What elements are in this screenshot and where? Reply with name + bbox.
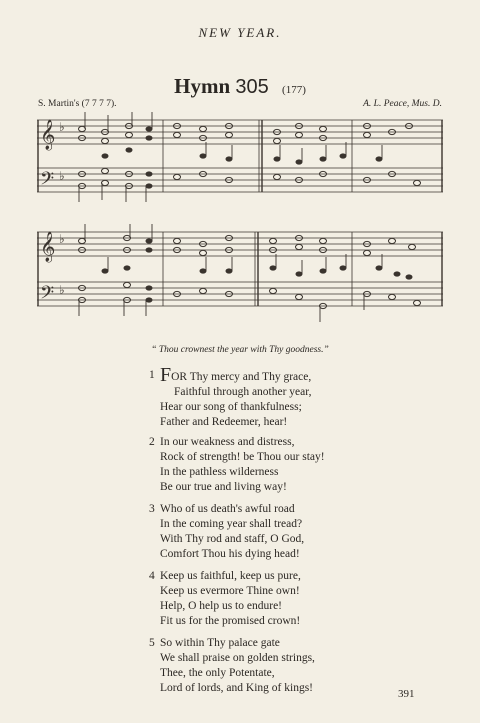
svg-text:𝄢: 𝄢 [40, 283, 55, 308]
verse-line-text [160, 364, 312, 386]
epigraph: “ Thou crownest the year with Thy goodness.” [151, 345, 329, 355]
verse-line: Keep us evermore Thine own! [160, 585, 300, 597]
verse-number: 1 [149, 369, 155, 381]
svg-text:♭: ♭ [59, 232, 65, 246]
verse-line: In our weakness and distress, [160, 436, 295, 448]
verse-4 [150, 569, 301, 629]
hymn-number: 305 [235, 76, 269, 98]
verse-1 [149, 364, 312, 430]
verse-line: In the pathless wilderness [160, 466, 279, 478]
music-notation-2 [37, 224, 443, 332]
verse-number: 3 [149, 503, 155, 515]
verse-line: Help, O help us to endure! [160, 600, 282, 612]
composer: A. L. Peace, Mus. D. [363, 99, 442, 109]
verse-line-rest: OR Thy mercy and Thy grace, [171, 371, 312, 383]
music-system-1 [37, 112, 443, 204]
verse-number: 5 [149, 637, 155, 649]
hymn-alt-number: (177) [282, 84, 306, 96]
verse-line: Be our true and living way! [160, 481, 287, 493]
verse-line: Lord of lords, and King of kings! [160, 682, 313, 694]
verse-line: Father and Redeemer, hear! [160, 416, 288, 428]
verse-line: Fit us for the promised crown! [160, 615, 301, 627]
verse-line: So within Thy palace gate [160, 637, 280, 649]
tune-name: S. Martin's (7 7 7 7). [38, 99, 117, 109]
svg-text:♭: ♭ [59, 169, 65, 183]
verse-line: With Thy rod and staff, O God, [160, 533, 305, 545]
svg-text:𝄞: 𝄞 [40, 120, 56, 150]
music-system-2 [37, 224, 443, 332]
verse-line: In the coming year shall tread? [160, 518, 303, 530]
verse-line: Hear our song of thankfulness; [160, 401, 302, 413]
verse-line [160, 364, 312, 386]
verse-line: Thee, the only Potentate, [160, 667, 275, 679]
music-notation-1 [37, 112, 443, 204]
verse-line: Who of us death's awful road [160, 503, 295, 515]
svg-text:♭: ♭ [59, 283, 65, 297]
svg-text:𝄢: 𝄢 [40, 169, 55, 194]
verse-line: Comfort Thou his dying head! [160, 548, 300, 560]
verse-number: 4 [149, 570, 155, 582]
verse-line: We shall praise on golden strings, [160, 652, 315, 664]
verse-2 [150, 435, 325, 495]
verse-5 [150, 636, 315, 696]
drop-cap: F [160, 364, 172, 386]
verse-3 [150, 502, 304, 562]
verse-number: 2 [149, 436, 155, 448]
page-number: 391 [398, 688, 415, 700]
svg-text:♭: ♭ [59, 120, 65, 134]
hymn-title [0, 74, 480, 99]
hymn-label: Hymn [174, 74, 231, 98]
verse-line: Rock of strength! be Thou our stay! [160, 451, 325, 463]
svg-text:𝄞: 𝄞 [40, 232, 56, 262]
verse-line: Keep us faithful, keep us pure, [160, 570, 301, 582]
verse-line: Faithful through another year, [174, 386, 312, 398]
running-head: NEW YEAR. [198, 25, 282, 40]
